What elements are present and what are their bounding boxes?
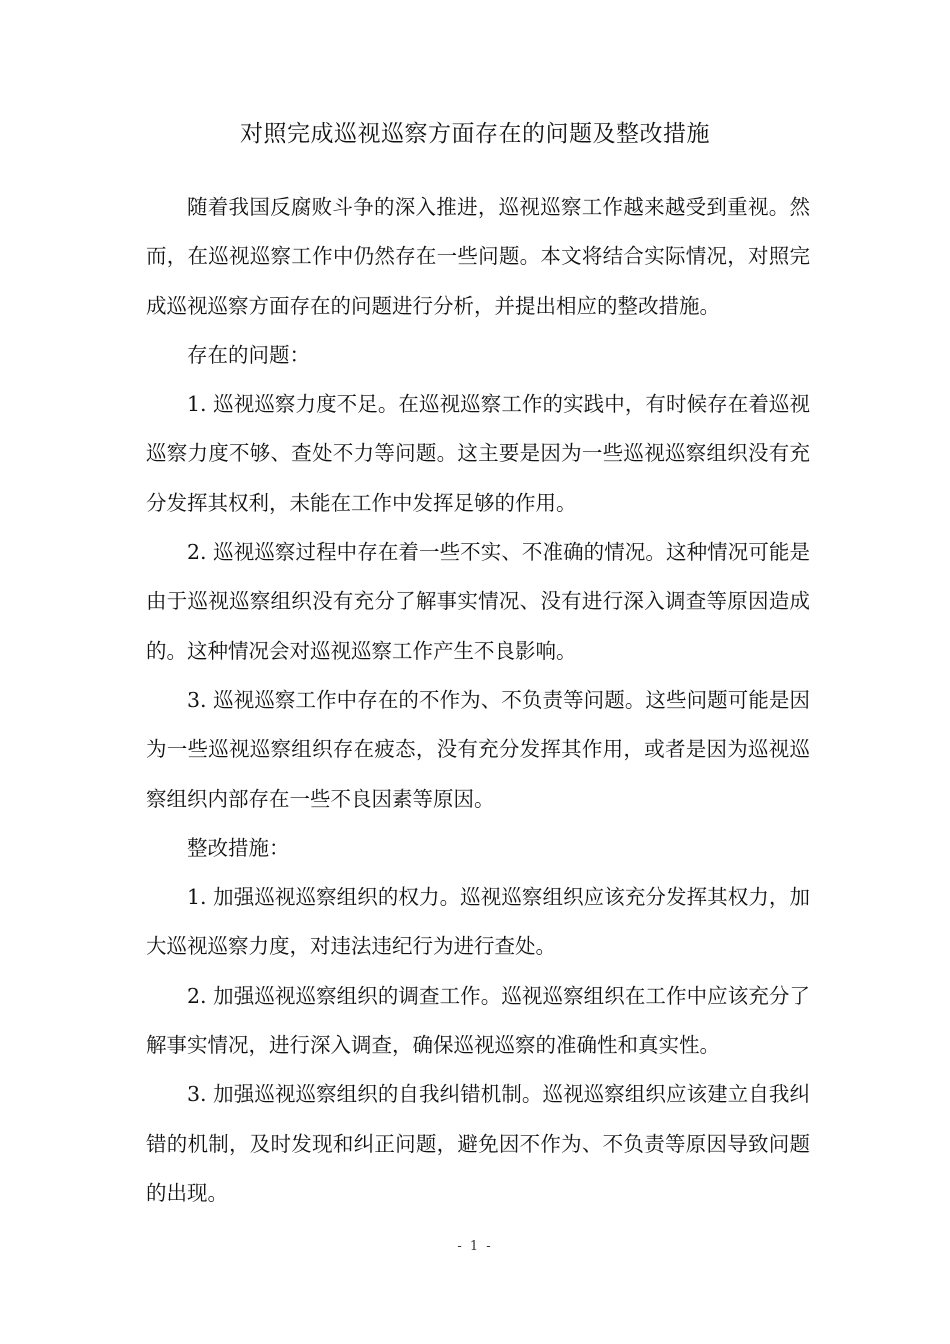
problem-item-2: 2. 巡视巡察过程中存在着一些不实、不准确的情况。这种情况可能是由于巡视巡察组织没有充分了解事实情况、没有进行深入调查等原因造成的。这种情况会对巡视巡察工作产生不良影响。: [146, 540, 810, 663]
problem-item-1: 1. 巡视巡察力度不足。在巡视巡察工作的实践中，有时候存在着巡视巡察力度不够、查处不力等问题。这主要是因为一些巡视巡察组织没有充分发挥其权利，未能在工作中发挥足够的作用。: [146, 392, 810, 515]
document-body: [146, 183, 810, 1218]
problem-item-3: 3. 巡视巡察工作中存在的不作为、不负责等问题。这些问题可能是因为一些巡视巡察组织存在疲态，没有充分发挥其作用，或者是因为巡视巡察组织内部存在一些不良因素等原因。: [146, 687, 810, 811]
section-heading-measures: 整改措施：: [187, 835, 290, 860]
document-title: 对照完成巡视巡察方面存在的问题及整改措施: [240, 121, 710, 147]
section-heading-problems: 存在的问题：: [187, 342, 310, 367]
measure-item-3: 3. 加强巡视巡察组织的自我纠错机制。巡视巡察组织应该建立自我纠错的机制，及时发现和纠正问题，避免因不作为、不负责等原因导致问题的出现。: [146, 1082, 810, 1205]
paragraph-intro: 随着我国反腐败斗争的深入推进，巡视巡察工作越来越受到重视。然而，在巡视巡察工作中仍然存在一些问题。本文将结合实际情况，对照完成巡视巡察方面存在的问题进行分析，并提出相应的整改措施。: [146, 195, 810, 318]
page-number: - 1 -: [457, 1239, 493, 1254]
measure-item-1: 1. 加强巡视巡察组织的权力。巡视巡察组织应该充分发挥其权力，加大巡视巡察力度，对违法违纪行为进行查处。: [146, 885, 810, 959]
measure-item-2: 2. 加强巡视巡察组织的调查工作。巡视巡察组织在工作中应该充分了解事实情况，进行深入调查，确保巡视巡察的准确性和真实性。: [146, 983, 810, 1058]
